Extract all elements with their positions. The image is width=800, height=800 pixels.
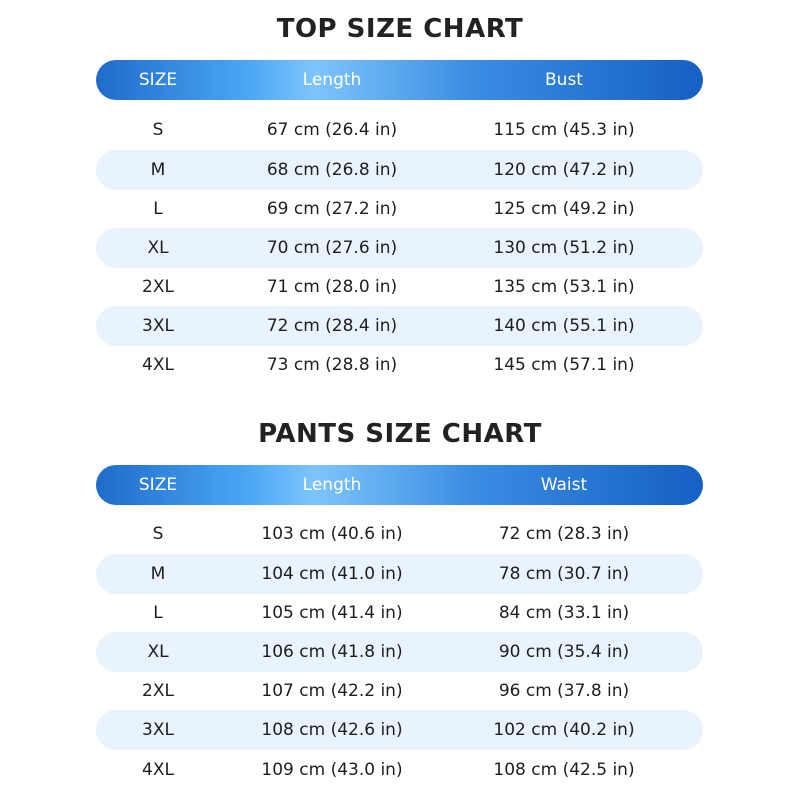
waist-cell: 78 cm (30.7 in) <box>498 564 630 584</box>
top-row-l <box>96 189 703 229</box>
header-bust: Bust <box>545 70 583 90</box>
pants-row-s <box>96 514 703 554</box>
bust-cell: 125 cm (49.2 in) <box>493 199 635 219</box>
waist-cell: 72 cm (28.3 in) <box>498 524 630 544</box>
pants-row-l <box>96 593 703 633</box>
waist-cell: 102 cm (40.2 in) <box>493 720 635 740</box>
header-size: SIZE <box>138 475 178 495</box>
size-cell: XL <box>147 642 169 662</box>
size-cell: 2XL <box>142 681 174 701</box>
size-cell: M <box>150 564 166 584</box>
top-chart-header <box>96 60 703 100</box>
top-row-xl <box>96 228 703 268</box>
length-cell: 71 cm (28.0 in) <box>266 277 398 297</box>
bust-cell: 130 cm (51.2 in) <box>493 238 635 258</box>
length-cell: 103 cm (40.6 in) <box>261 524 403 544</box>
pants-chart-title: PANTS SIZE CHART <box>258 419 542 449</box>
size-cell: S <box>152 524 164 544</box>
size-cell: M <box>150 160 166 180</box>
size-cell: 3XL <box>142 316 174 336</box>
length-cell: 106 cm (41.8 in) <box>261 642 403 662</box>
pants-row-m <box>96 554 703 594</box>
header-size: SIZE <box>138 70 178 90</box>
waist-cell: 90 cm (35.4 in) <box>498 642 630 662</box>
bust-cell: 145 cm (57.1 in) <box>493 355 635 375</box>
length-cell: 68 cm (26.8 in) <box>266 160 398 180</box>
size-cell: XL <box>147 238 169 258</box>
size-cell: L <box>153 199 163 219</box>
length-cell: 108 cm (42.6 in) <box>261 720 403 740</box>
size-cell: 4XL <box>142 355 174 375</box>
size-cell: 3XL <box>142 720 174 740</box>
top-row-s <box>96 110 703 150</box>
length-cell: 105 cm (41.4 in) <box>261 603 403 623</box>
bust-cell: 140 cm (55.1 in) <box>493 316 635 336</box>
top-row-m <box>96 150 703 190</box>
waist-cell: 108 cm (42.5 in) <box>493 760 635 780</box>
waist-cell: 84 cm (33.1 in) <box>498 603 630 623</box>
bust-cell: 115 cm (45.3 in) <box>493 120 635 140</box>
waist-cell: 96 cm (37.8 in) <box>498 681 630 701</box>
top-row-4xl <box>96 345 703 385</box>
top-chart-title: TOP SIZE CHART <box>276 14 524 44</box>
size-cell: 2XL <box>142 277 174 297</box>
header-length: Length <box>302 70 362 90</box>
bust-cell: 120 cm (47.2 in) <box>493 160 635 180</box>
length-cell: 70 cm (27.6 in) <box>266 238 398 258</box>
pants-row-4xl <box>96 750 703 790</box>
length-cell: 109 cm (43.0 in) <box>261 760 403 780</box>
length-cell: 67 cm (26.4 in) <box>266 120 398 140</box>
top-row-3xl <box>96 306 703 346</box>
pants-row-3xl <box>96 710 703 750</box>
length-cell: 104 cm (41.0 in) <box>261 564 403 584</box>
length-cell: 107 cm (42.2 in) <box>261 681 403 701</box>
pants-chart-header <box>96 465 703 505</box>
pants-row-2xl <box>96 671 703 711</box>
size-cell: S <box>152 120 164 140</box>
length-cell: 69 cm (27.2 in) <box>266 199 398 219</box>
bust-cell: 135 cm (53.1 in) <box>493 277 635 297</box>
length-cell: 73 cm (28.8 in) <box>266 355 398 375</box>
length-cell: 72 cm (28.4 in) <box>266 316 398 336</box>
top-row-2xl <box>96 267 703 307</box>
pants-row-xl <box>96 632 703 672</box>
header-length: Length <box>302 475 362 495</box>
size-cell: 4XL <box>142 760 174 780</box>
header-waist: Waist <box>540 475 588 495</box>
size-cell: L <box>153 603 163 623</box>
